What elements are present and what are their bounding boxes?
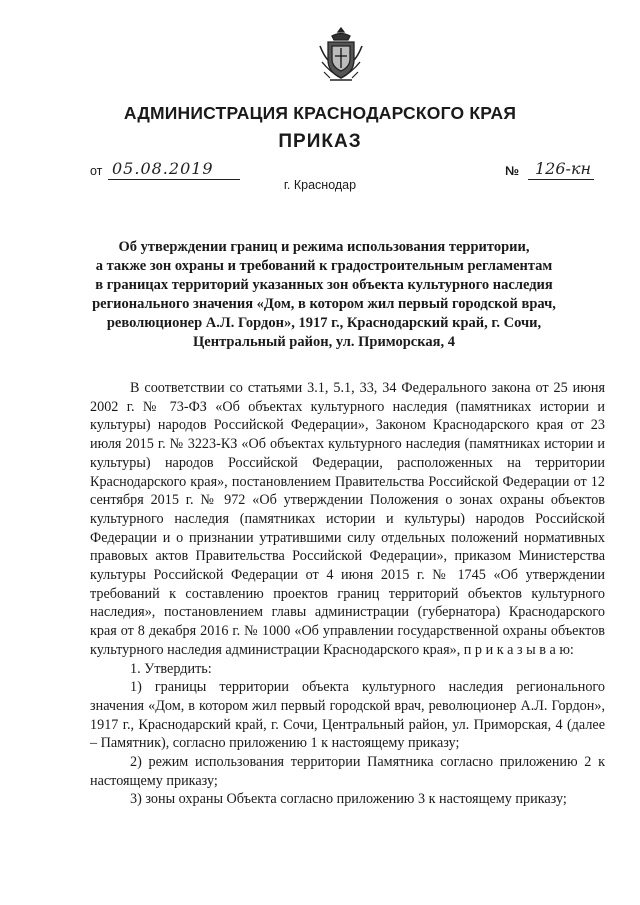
document-date: 05.08.2019 — [112, 159, 214, 178]
order-word: п р и к а з ы в а ю: — [463, 641, 574, 658]
title-line: а также зон охраны и требований к градостроительным регламентам — [95, 258, 553, 274]
city: г. Краснодар — [283, 178, 357, 192]
preamble-paragraph — [90, 379, 605, 660]
document-title — [90, 238, 558, 352]
title-line: Об утверждении границ и режима использования территории, — [118, 239, 530, 255]
title-line: революционер А.Л. Гордон», 1917 г., Краснодарский край, г. Сочи, — [106, 315, 542, 331]
document-number: 126-кн — [535, 159, 592, 178]
title-line: Центральный район, ул. Приморская, 4 — [193, 334, 455, 350]
date-prefix: от — [90, 164, 103, 178]
organization-name: АДМИНИСТРАЦИЯ КРАСНОДАРСКОГО КРАЯ — [123, 103, 517, 123]
title-line: регионального значения «Дом, в котором жил первый городской врач, — [92, 296, 556, 312]
clause-1: 1. Утвердить: — [130, 660, 212, 677]
number-prefix: № — [505, 164, 519, 178]
document-type: ПРИКАЗ — [278, 131, 362, 152]
list-item: 1) границы территории объекта культурного наследия регионального значения «Дом, в котором жил первый городской врач, революционер А.Л. Гордон», 1917 г., Краснодарский край, г. Сочи, Центральный район, ул. Приморская, 4 (далее – Памятник), согласно приложению 1 к настоящему приказу; — [90, 679, 605, 752]
title-line: в границах территорий указанных зон объекта культурного наследия — [95, 277, 553, 293]
list-item: 3) зоны охраны Объекта согласно приложению 3 к настоящему приказу; — [130, 791, 567, 808]
list-item: 2) режим использования территории Памятника согласно приложению 2 к настоящему приказу; — [90, 754, 605, 789]
preamble-text: В соответствии со статьями 3.1, 5.1, 33, 34 Федерального закона от 25 июня 2002 г. № 73-ФЗ «Об объектах культурного наследия (памятниках истории и культуры) народов Российской Федерации», Законом Краснодарского края от 23 июля 2015 г. № 3223-КЗ «Об объектах культурного наследия (памятниках истории и культуры) народов Российской Федерации, расположенных на территории Краснодарского края», постановлением Правительства Российской Федерации от 12 сентября 2015 г. № 972 «Об утверждении Положения о зонах охраны объектов культурного наследия (памятниках истории и культуры) народов Российской Федерации и о признании утратившими силу отдельных положений нормативных правовых актов Правительства Российской Федерации», приказом Министерства культуры Российской Федерации от 4 июня 2015 г. № 1745 «Об утверждении требований к составлению проектов границ территорий объектов культурного наследия», постановлением главы администрации (губернатора) Краснодарского края от 8 декабря 2016 г. № 1000 «Об управлении государственной охраны объектов культурного наследия администрации Краснодарского края», — [90, 380, 605, 658]
krasnodar-coat-of-arms-icon — [318, 26, 364, 84]
document-body — [90, 379, 605, 809]
